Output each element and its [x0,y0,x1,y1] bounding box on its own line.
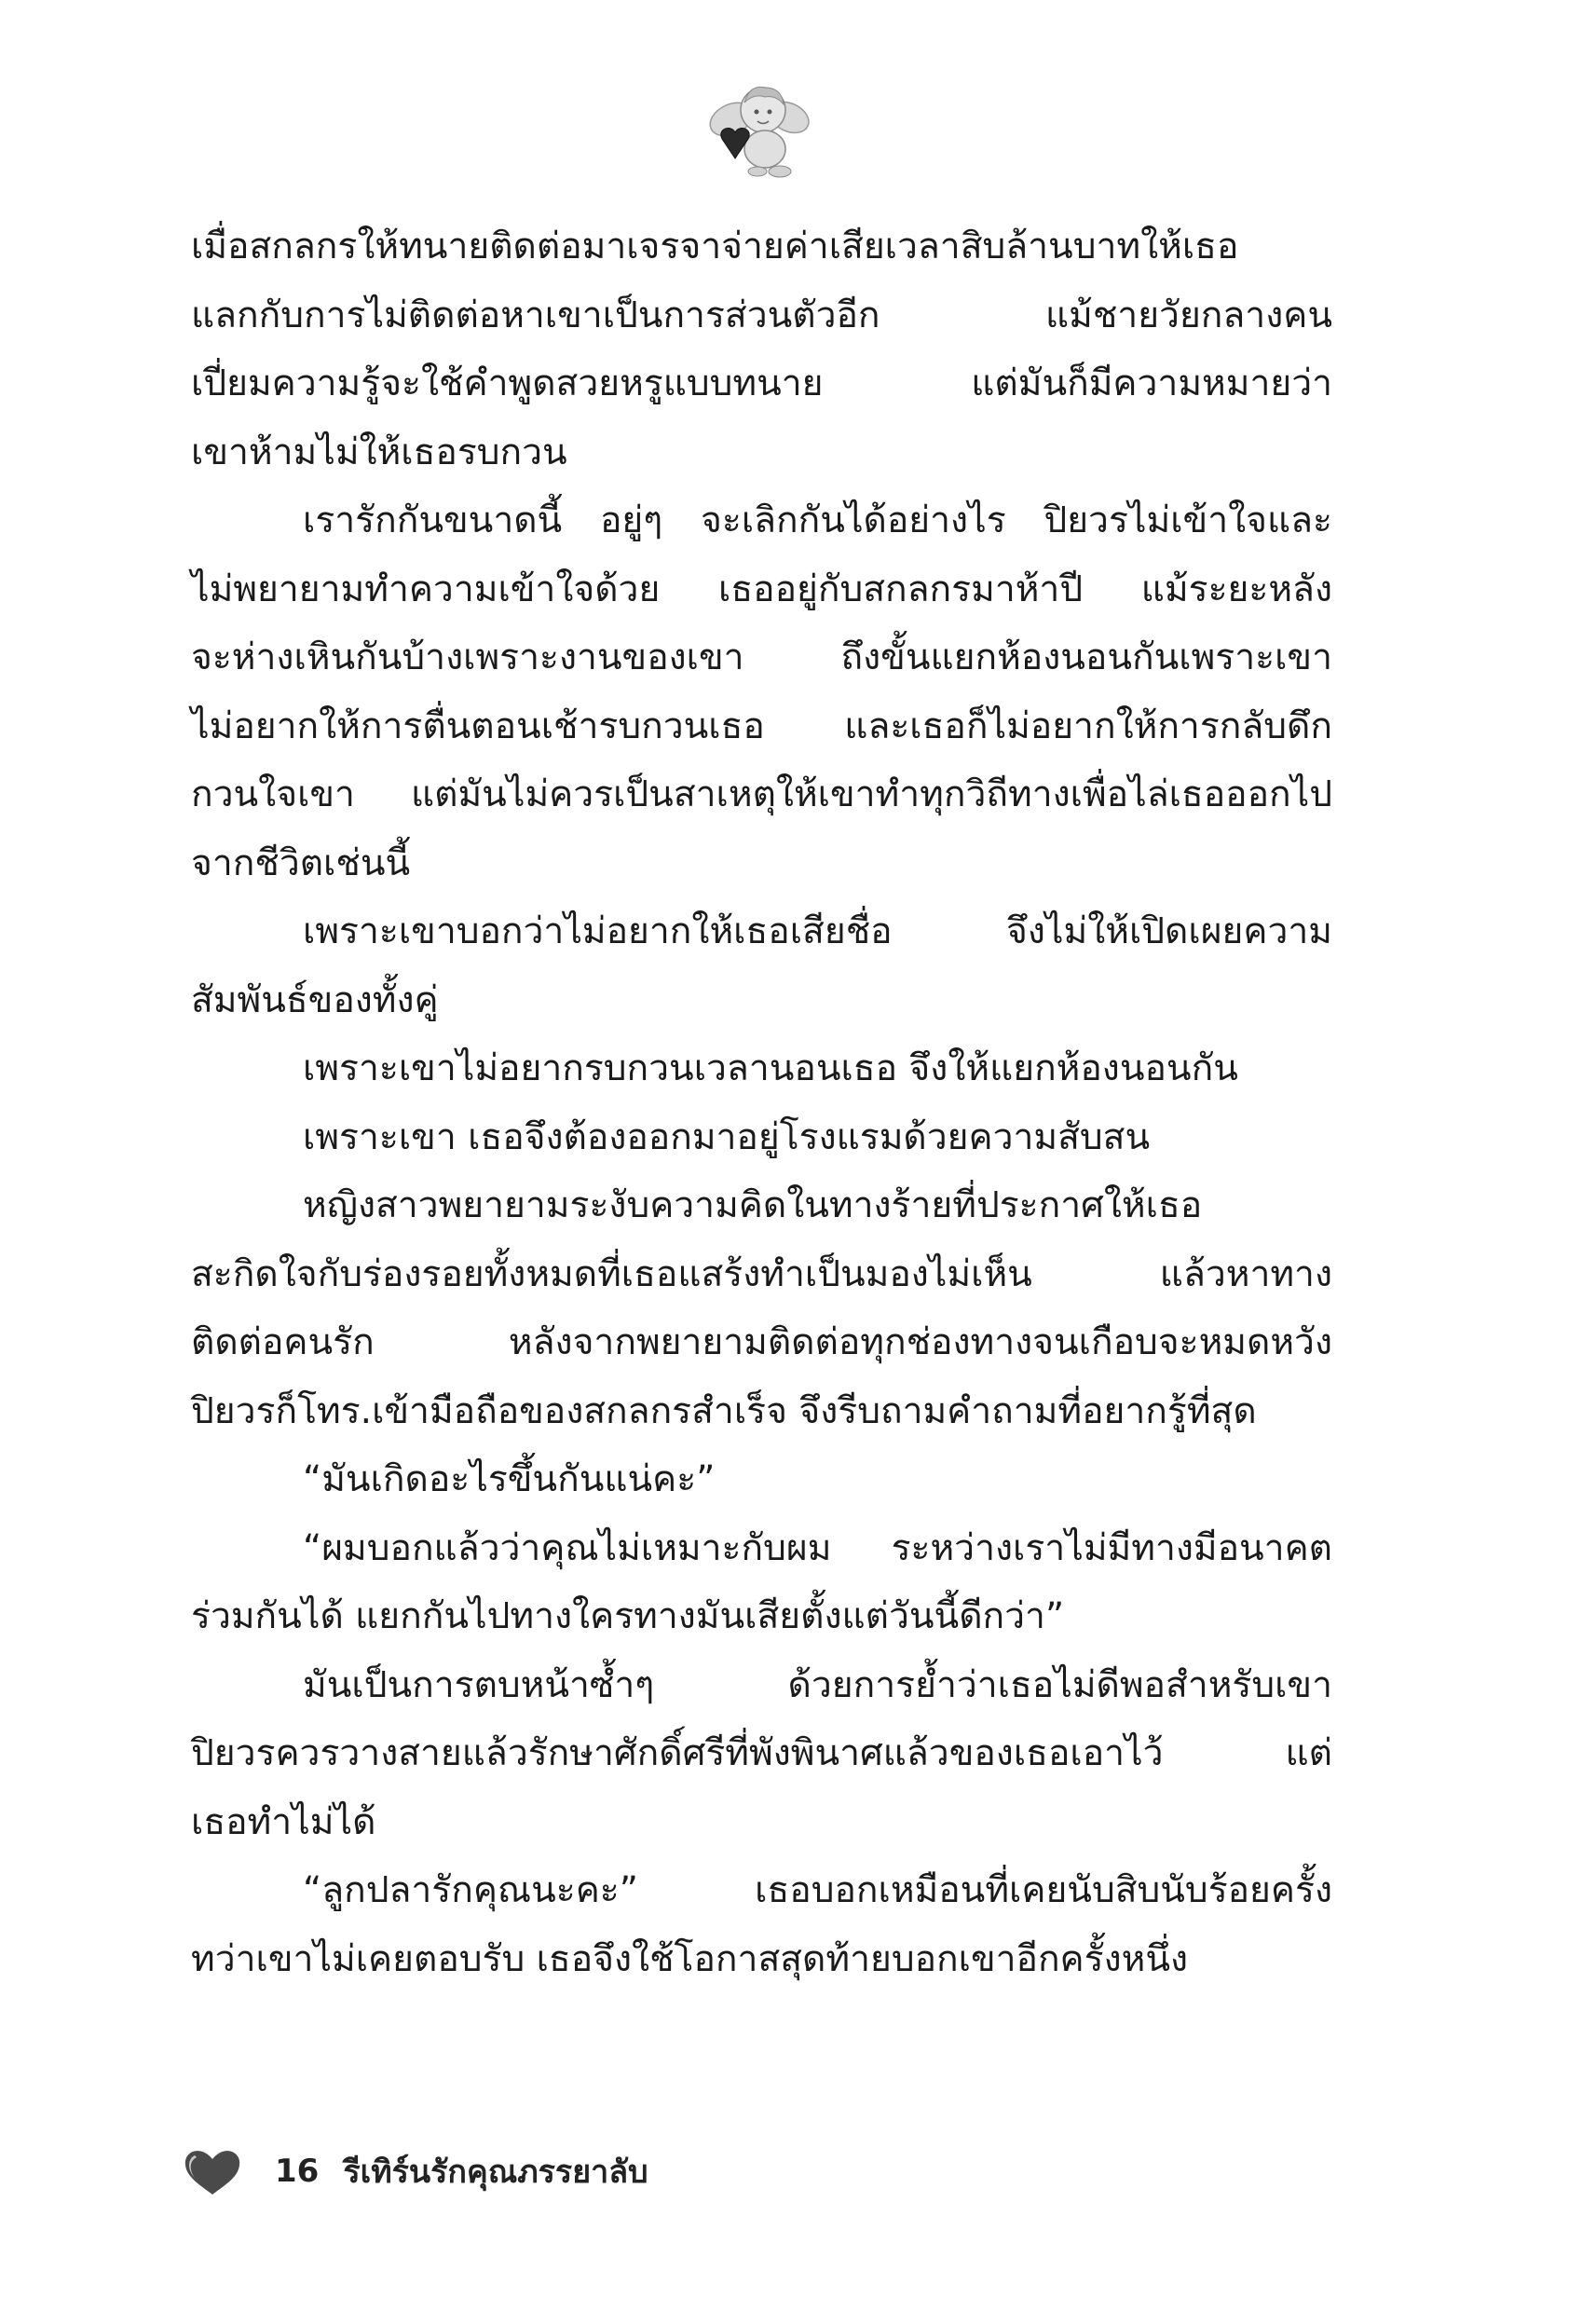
paragraph-line: จะห่างเหินกันบ้างเพราะงานของเขา ถึงขั้นแยกห้องนอนกันเพราะเขา [191,636,1332,678]
paragraph-line: สัมพันธ์ของทั้งคู่ [191,978,439,1021]
paragraph-line: ปิยวรก็โทร.เข้ามือถือของสกลกรสำเร็จ จึงรีบถามคำถามที่อยากรู้ที่สุด [191,1389,1257,1432]
paragraph-line: “ผมบอกแล้วว่าคุณไม่เหมาะกับผม ระหว่างเราไม่มีทางมีอนาคต [303,1526,1332,1569]
page-footer [182,2143,648,2199]
paragraph-line: เธอทำไม่ได้ [191,1800,376,1843]
paragraph-line: เรารักกันขนาดนี้ อยู่ๆ จะเลิกกันได้อย่างไร ปิยวรไม่เข้าใจและ [303,499,1332,541]
paragraph-line: สะกิดใจกับร่องรอยทั้งหมดที่เธอแสร้งทำเป็นมองไม่เห็น แล้วหาทาง [191,1252,1332,1295]
paragraph-line: “มันเกิดอะไรขึ้นกันแน่คะ” [303,1458,716,1500]
heart-icon [182,2146,243,2196]
paragraph-line: ทว่าเขาไม่เคยตอบรับ เธอจึงใช้โอกาสสุดท้ายบอกเขาอีกครั้งหนึ่ง [191,1937,1189,1980]
paragraph-line: หญิงสาวพยายามระงับความคิดในทางร้ายที่ประกาศให้เธอ [303,1184,1203,1226]
paragraph-line: ปิยวรควรวางสายแล้วรักษาศักดิ์ศรีที่พังพินาศแล้วของเธอเอาไว้ แต่ [191,1732,1332,1774]
paragraph-line: แลกกับการไม่ติดต่อหาเขาเป็นการส่วนตัวอีก แม้ชายวัยกลางคน [191,294,1332,336]
paragraph-line: ร่วมกันได้ แยกกันไปทางใครทางมันเสียตั้งแต่วันนี้ดีกว่า” [191,1595,1065,1637]
paragraph-line: ไม่อยากให้การตื่นตอนเช้ารบกวนเธอ และเธอก็ไม่อยากให้การกลับดึก [191,704,1332,747]
body-text [191,212,1332,1993]
paragraph-line: “ลูกปลารักคุณนะคะ” เธอบอกเหมือนที่เคยนับสิบนับร้อยครั้ง [303,1869,1332,1911]
paragraph-line: เพราะเขาบอกว่าไม่อยากให้เธอเสียชื่อ จึงไม่ให้เปิดเผยความ [303,910,1332,952]
paragraph-line: เปี่ยมความรู้จะใช้คำพูดสวยหรูแบบทนาย แต่มันก็มีความหมายว่า [191,362,1332,404]
cupid-ornament-icon [703,75,815,182]
paragraph-line: เมื่อสกลกรให้ทนายติดต่อมาเจรจาจ่ายค่าเสียเวลาสิบล้านบาทให้เธอ [191,226,1239,267]
paragraph-line: เพราะเขา เธอจึงต้องออกมาอยู่โรงแรมด้วยความสับสน [303,1115,1151,1158]
paragraph-line: มันเป็นการตบหน้าซ้ำๆ ด้วยการย้ำว่าเธอไม่ดีพอสำหรับเขา [303,1663,1332,1706]
paragraph-line: ติดต่อคนรัก หลังจากพยายามติดต่อทุกช่องทางจนเกือบจะหมดหวัง [191,1321,1332,1363]
paragraph-line: ไม่พยายามทำความเข้าใจด้วย เธออยู่กับสกลกรมาห้าปี แม้ระยะหลัง [191,567,1332,610]
paragraph-line: จากชีวิตเช่นนี้ [191,841,411,884]
paragraph-line: กวนใจเขา แต่มันไม่ควรเป็นสาเหตุให้เขาทำทุกวิถีทางเพื่อไล่เธอออกไป [191,773,1332,815]
paragraph-line: เพราะเขาไม่อยากรบกวนเวลานอนเธอ จึงให้แยกห้องนอนกัน [303,1047,1238,1089]
paragraph-line: เขาห้ามไม่ให้เธอรบกวน [191,431,567,473]
book-title: รีเทิร์นรักคุณภรรยาลับ [343,2154,648,2191]
page-number: 16 [275,2153,320,2190]
